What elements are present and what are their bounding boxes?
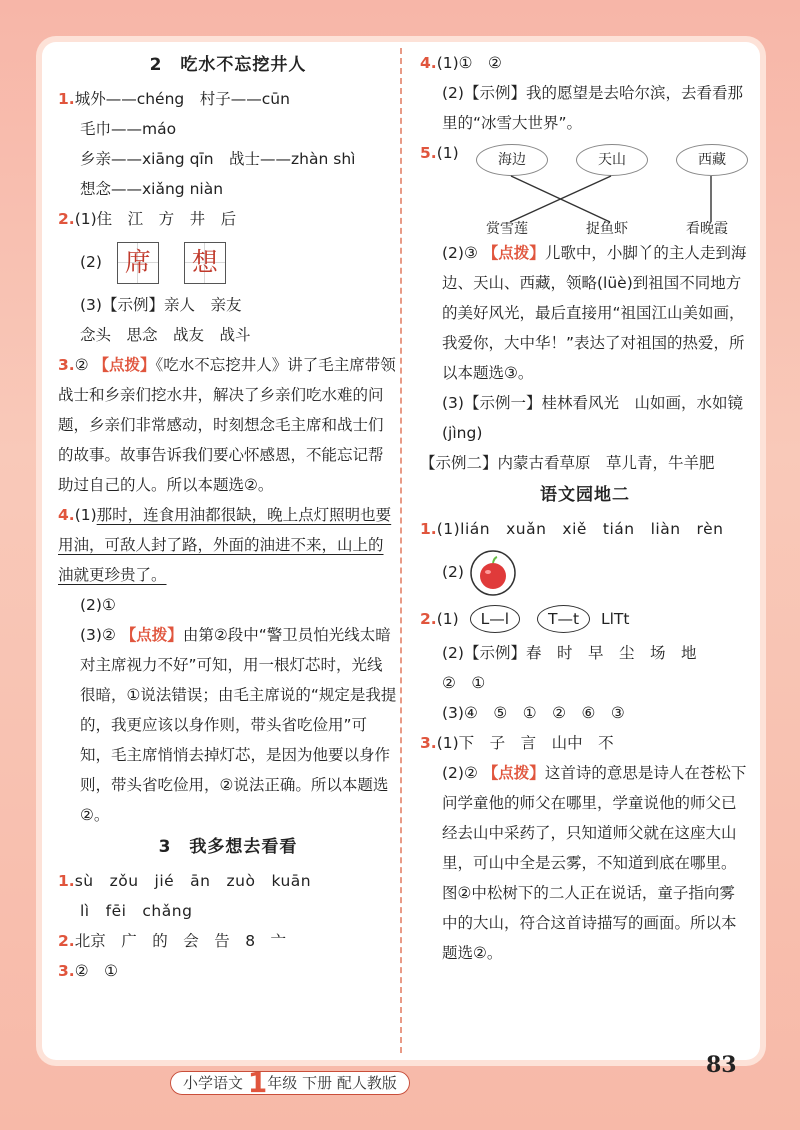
answer-line [420,48,750,78]
tip-label: 【点拨】 [120,626,183,644]
apple-icon [469,549,517,597]
answer-line [58,866,398,896]
question-number: 2. [420,610,437,628]
answer-text: ② ① [442,674,486,692]
tip-text: 由第②段中“警卫员怕光线太暗对主席视力不好”可知，用一根灯芯时，光线很暗，①说法错误；由毛主席说的“规定是我提的，我更应该以身作则，带头省吃俭用”可知，毛主席悄悄去掉灯芯，是因为他要以身作则，带头省吃俭用，②说法正确。所以本题选②。 [80,626,397,824]
answer-line [58,926,398,956]
question-number: 4. [58,506,75,524]
section-title: 语文园地二 [540,485,630,505]
match-target: 看晚霞 [686,221,728,237]
answer-text: (1)住 江 方 井 后 [74,210,237,228]
tip-label: 【点拨】 [482,244,545,262]
right-column [420,48,750,968]
tip-text: 这首诗的意思是诗人在苍松下问学童他的师父在哪里，学童说他的师父已经去山中采药了，只知道师父就在这座大山里，可山中全是云雾，不知道到底在哪里。图②中松树下的二人正在说话，童子指向雾中的大山，符合这首诗描写的画面。所以本题选②。 [442,764,747,962]
matching-figure [420,138,750,238]
answer-paragraph [420,238,750,388]
section-title: 3 我多想去看看 [158,837,298,857]
answer-text: (2)【示例】春 时 早 尘 场 地 [442,644,697,662]
question-number: 2. [58,210,75,228]
answer-text: (1) [74,506,97,524]
circled-answer: L—l [470,605,520,633]
question-number: 3. [58,356,75,374]
answer-text: 毛巾——máo [80,120,177,138]
question-number: 4. [420,54,437,72]
answer-paragraph [420,758,750,968]
answer-text: (3)④ ⑤ ① ② ⑥ ③ [442,704,625,722]
answer-text: (3)② [80,626,116,644]
answer-text: LlTt [600,610,630,628]
answer-text: (2)① [80,596,116,614]
page-number: 83 [706,1052,737,1078]
tip-text: 《吃水不忘挖井人》讲了毛主席带领战士和乡亲们挖水井，解决了乡亲们吃水难的问题，乡亲们非常感动，时刻想念毛主席和战士们的故事。故事告诉我们要心怀感恩，不能忘记帮助过自己的人。所以本题选②。 [58,356,396,494]
answer-text: (1)下 子 言 山中 不 [436,734,614,752]
answer-text: (2) [80,253,102,271]
answer-text: (2)② [442,764,478,782]
pinyin-text: (1)lián xuǎn xiě tián liàn rèn [436,520,724,538]
footer-grade-number: 1 [247,1066,268,1099]
match-target: 捉鱼虾 [586,221,628,237]
answer-text: (1) [436,610,459,628]
answer-text: (3)【示例】亲人 亲友 [80,296,242,314]
footprint-label: 海边 [476,144,548,176]
answer-text: 念头 思念 战友 战斗 [80,326,251,344]
answer-line [420,728,750,758]
circled-answer: T—t [537,605,590,633]
answer-text: (1) [436,144,459,162]
answer-text: 【示例二】内蒙古看草原 草儿青，牛羊肥 [420,454,715,472]
answer-text: 乡亲——xiāng qīn 战士——zhàn shì [80,150,356,168]
answer-line [420,600,750,638]
question-number: 1. [58,872,75,890]
answer-text: (2)③ [442,244,478,262]
answer-line [420,544,750,600]
writing-grid-char: 想 [184,242,226,284]
footer-term: 下册 [302,1074,333,1092]
question-number: 3. [58,962,75,980]
match-target: 赏雪莲 [486,221,528,237]
answer-line [58,956,398,986]
pinyin-text: sù zǒu jié ān zuò kuān [74,872,312,890]
answer-paragraph [58,500,398,590]
answer-text: (2) [442,563,464,581]
footer-subject: 小学语文 [183,1074,244,1092]
footprint-label: 西藏 [676,144,748,176]
tip-text: 儿歌中，小脚丫的主人走到海边、天山、西藏，领略(lüè)到祖国不同地方的美好风光，最后直接用“祖国江山美如画，我爱你，大中华！”表达了对祖国的热爱，所以本题选③。 [442,244,747,382]
footer-edition: 配人教版 [336,1074,397,1092]
question-number: 1. [58,90,75,108]
left-column [58,48,398,986]
answer-text: (1)① ② [436,54,502,72]
char-box-row [58,234,398,290]
answer-text: 城外——chéng 村子——cūn [74,90,290,108]
footer-badge [170,1066,410,1099]
footer-grade: 年级 [267,1074,298,1092]
answer-text: (3)【示例一】桂林看风光 山如画，水如镜(jìng) [442,394,743,442]
answer-text: (2)【示例】我的愿望是去哈尔滨，去看看那里的“冰雪大世界”。 [442,84,743,132]
pinyin-text: lì fēi chǎng [80,902,193,920]
question-number: 3. [420,734,437,752]
answer-text: 北京 广 的 会 告 8 亠 [74,932,287,950]
underlined-answer: 那时，连食用油都很缺，晚上点灯照明也要用油，可敌人封了路，外面的油进不来，山上的油就更珍贵了。 [58,506,392,584]
answer-paragraph [58,620,398,830]
column-divider [400,48,402,1053]
writing-grid-char: 席 [117,242,159,284]
tip-label: 【点拨】 [93,356,156,374]
tip-label: 【点拨】 [482,764,545,782]
question-number: 2. [58,932,75,950]
footprint-label: 天山 [576,144,648,176]
answer-text: ② [74,356,89,374]
answer-line [420,514,750,544]
answer-line [58,84,398,114]
answer-paragraph [58,350,398,500]
answer-line [58,204,398,234]
answer-text: ② ① [74,962,118,980]
answer-text: 想念——xiǎng niàn [80,180,224,198]
question-number: 1. [420,520,437,538]
section-title: 2 吃水不忘挖井人 [149,55,307,75]
question-number: 5. [420,144,437,162]
footer-label [170,1066,410,1099]
